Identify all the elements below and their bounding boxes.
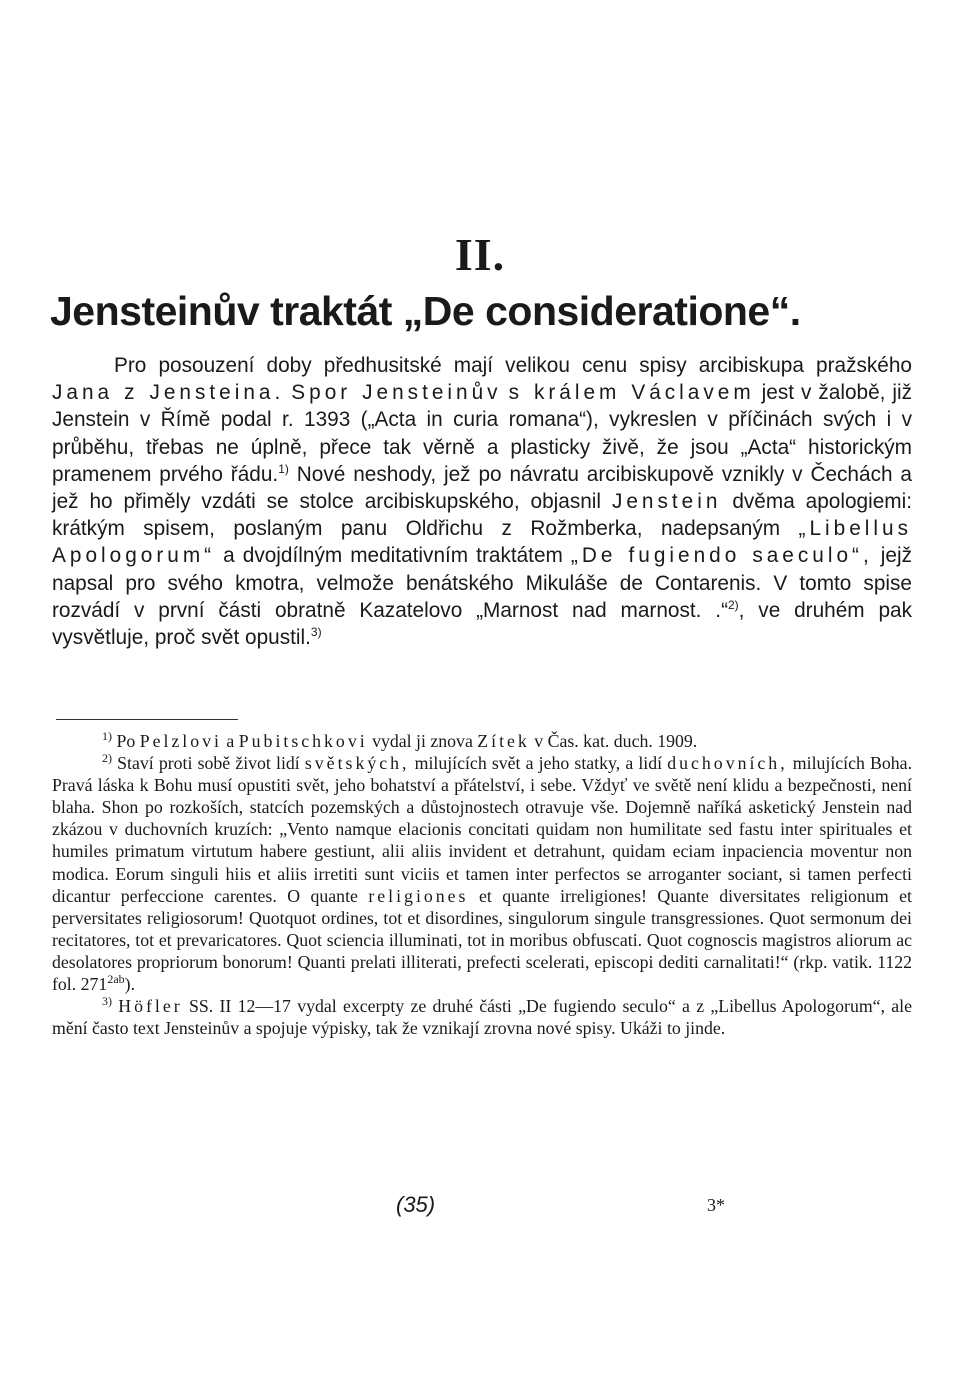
footnote-2-duchovnich: duchovních, — [667, 753, 788, 774]
footnote-2-text-c: milujících Boha. Pravá láska k Bohu musí opustiti svět, jeho bohatství a přátelství, i sebe. Vždyť ve světě není klidu a bezpečnosti, není blaha. Shon po rozkoších, statcích pozemských a důstojnostech otravuje vše. Dojemně naříká asketický Jenstein nad zkázou v duchovních kruzích: „Vento namque elacionis concitati quidam non humilitate sed fastu inter spirituales et humiles primatum virtutum habere gestiunt, alii aliis invident et detrahunt, quidam eciam inpaciencia moventur non modica. Eorum singuli hiis et aliis irretiti sunt viciis et tamen inter perfectos se arroganter sociant, si tamen perfecti dicantur perfeccione carentes. O quante — [52, 753, 913, 906]
footnote-1 — [52, 730, 912, 752]
chapter-number: II. — [454, 229, 506, 280]
body-text-9: , ve druhém pak vysvětluje, proč svět opustil. — [52, 598, 912, 650]
footnote-ref-1: 1) — [278, 461, 289, 476]
spaced-title-libellus: „Libellus Apologorum“ — [52, 517, 912, 568]
body-text-5: Nové neshody, jež po návratu arcibiskupově vznikly v Čechách a jež ho přiměly vzdáti se stolce arcibiskupského, objasnil — [52, 462, 912, 514]
footnote-2-text-d: et quante irreligiones! Quante diversitates religionum et perversitates religiosorum! Quotquot ordines, tot et disordines, singulorum singule transgressiones. Quot sermonum dei recitatores, tot et prevaricatores. Quot sciencia illuminati, tot in moribus obfuscati. Quot cognoscis magistros aliorum ac desolatores propriorum bonorum! Quanti prelati illiterati, prefecti scelerati, episcopi dediti carnalitati!“ (rkp. vatik. 1122 fol. 271 — [52, 885, 912, 995]
footnote-3-mark: 3) — [102, 994, 112, 1009]
body-text-6: dvěma apologiemi: krátkým spisem, poslaným panu Oldřichu z Rožmberka, nadepsaným — [52, 490, 913, 541]
body-text-7: a dvojdílným meditativním traktátem — [223, 544, 563, 568]
chapter-title: Jensteinův traktát „De consideratione“. — [50, 288, 801, 334]
footnote-2-text-e: ). — [124, 974, 136, 995]
author-name: Jana z Jensteina. — [52, 381, 285, 405]
footnote-2-folio-sup: 2ab — [107, 972, 125, 987]
footnote-ref-3: 3) — [310, 625, 322, 640]
spaced-phrase-spor: Spor Jensteinův — [291, 381, 502, 405]
spaced-phrase-kral: s králem Václavem — [508, 381, 755, 405]
footnote-2-svetskych: světských, — [304, 753, 410, 774]
footnote-2-mark: 2) — [102, 751, 112, 766]
footnote-1-zitek: Zítek — [477, 731, 530, 751]
footnote-2-text-a: Staví proti sobě život lidí — [117, 753, 300, 774]
spaced-title-de-fugiendo: „De fugiendo saeculo“, — [570, 544, 873, 568]
signature-mark: 3* — [707, 1195, 725, 1215]
footnote-2-religiones: religiones — [368, 885, 469, 906]
footnote-1-pubitschka: Pubitschkovi — [238, 731, 368, 751]
footnote-separator — [56, 719, 238, 720]
footnote-ref-2: 2) — [728, 597, 739, 612]
body-text-1: Pro posouzení doby předhusitské mají velikou cenu spisy arcibiskupa pražského — [114, 354, 912, 377]
footnote-1-text-b: a — [226, 731, 235, 751]
footnote-1-text-d: v Čas. kat. duch. 1909. — [534, 731, 698, 751]
footnote-3 — [52, 995, 912, 1039]
footnote-1-pelzl: Pelzlovi — [139, 731, 222, 751]
footnote-2-text-b: milujících svět a jeho statky, a lidí — [414, 753, 663, 774]
footnote-1-mark: 1) — [102, 729, 112, 744]
footnote-1-text-c: vydal ji znova — [372, 731, 473, 751]
footnotes — [52, 730, 912, 1039]
body-text-8: jejž napsal pro svého kmotra, velmože benátského Mikuláše de Contarenis. V tomto spise rozvádí v první části obratně Kazatelovo „Marnost nad marnost. .“ — [52, 544, 913, 622]
footnote-3-text-a: SS. II 12—17 vydal excerpty ze druhé části „De fugiendo seculo“ a z „Libellus Apologorum“, ale mění často text Jensteinův a spojuje výpisky, tak že vznikají zrovna nové spisy. Ukáži to jinde. — [52, 996, 913, 1039]
page-number: (35) — [396, 1192, 436, 1217]
body-paragraph — [52, 352, 912, 651]
footnote-1-text-a: Po — [116, 731, 136, 751]
body-text-4: jest v žalobě, již Jenstein v Římě podal r. 1393 („Acta in curia romana“), vykreslen v příčinách svých i v průběhu, třebas ne úplně, přece tak věrně a plasticky živě, že jsou „Acta“ historickým pramenem prvého řádu. — [52, 381, 913, 486]
spaced-name-jenstein: Jenstein — [611, 490, 722, 514]
footnote-2 — [52, 752, 912, 995]
footnote-3-hofler: Höfler — [118, 996, 183, 1017]
